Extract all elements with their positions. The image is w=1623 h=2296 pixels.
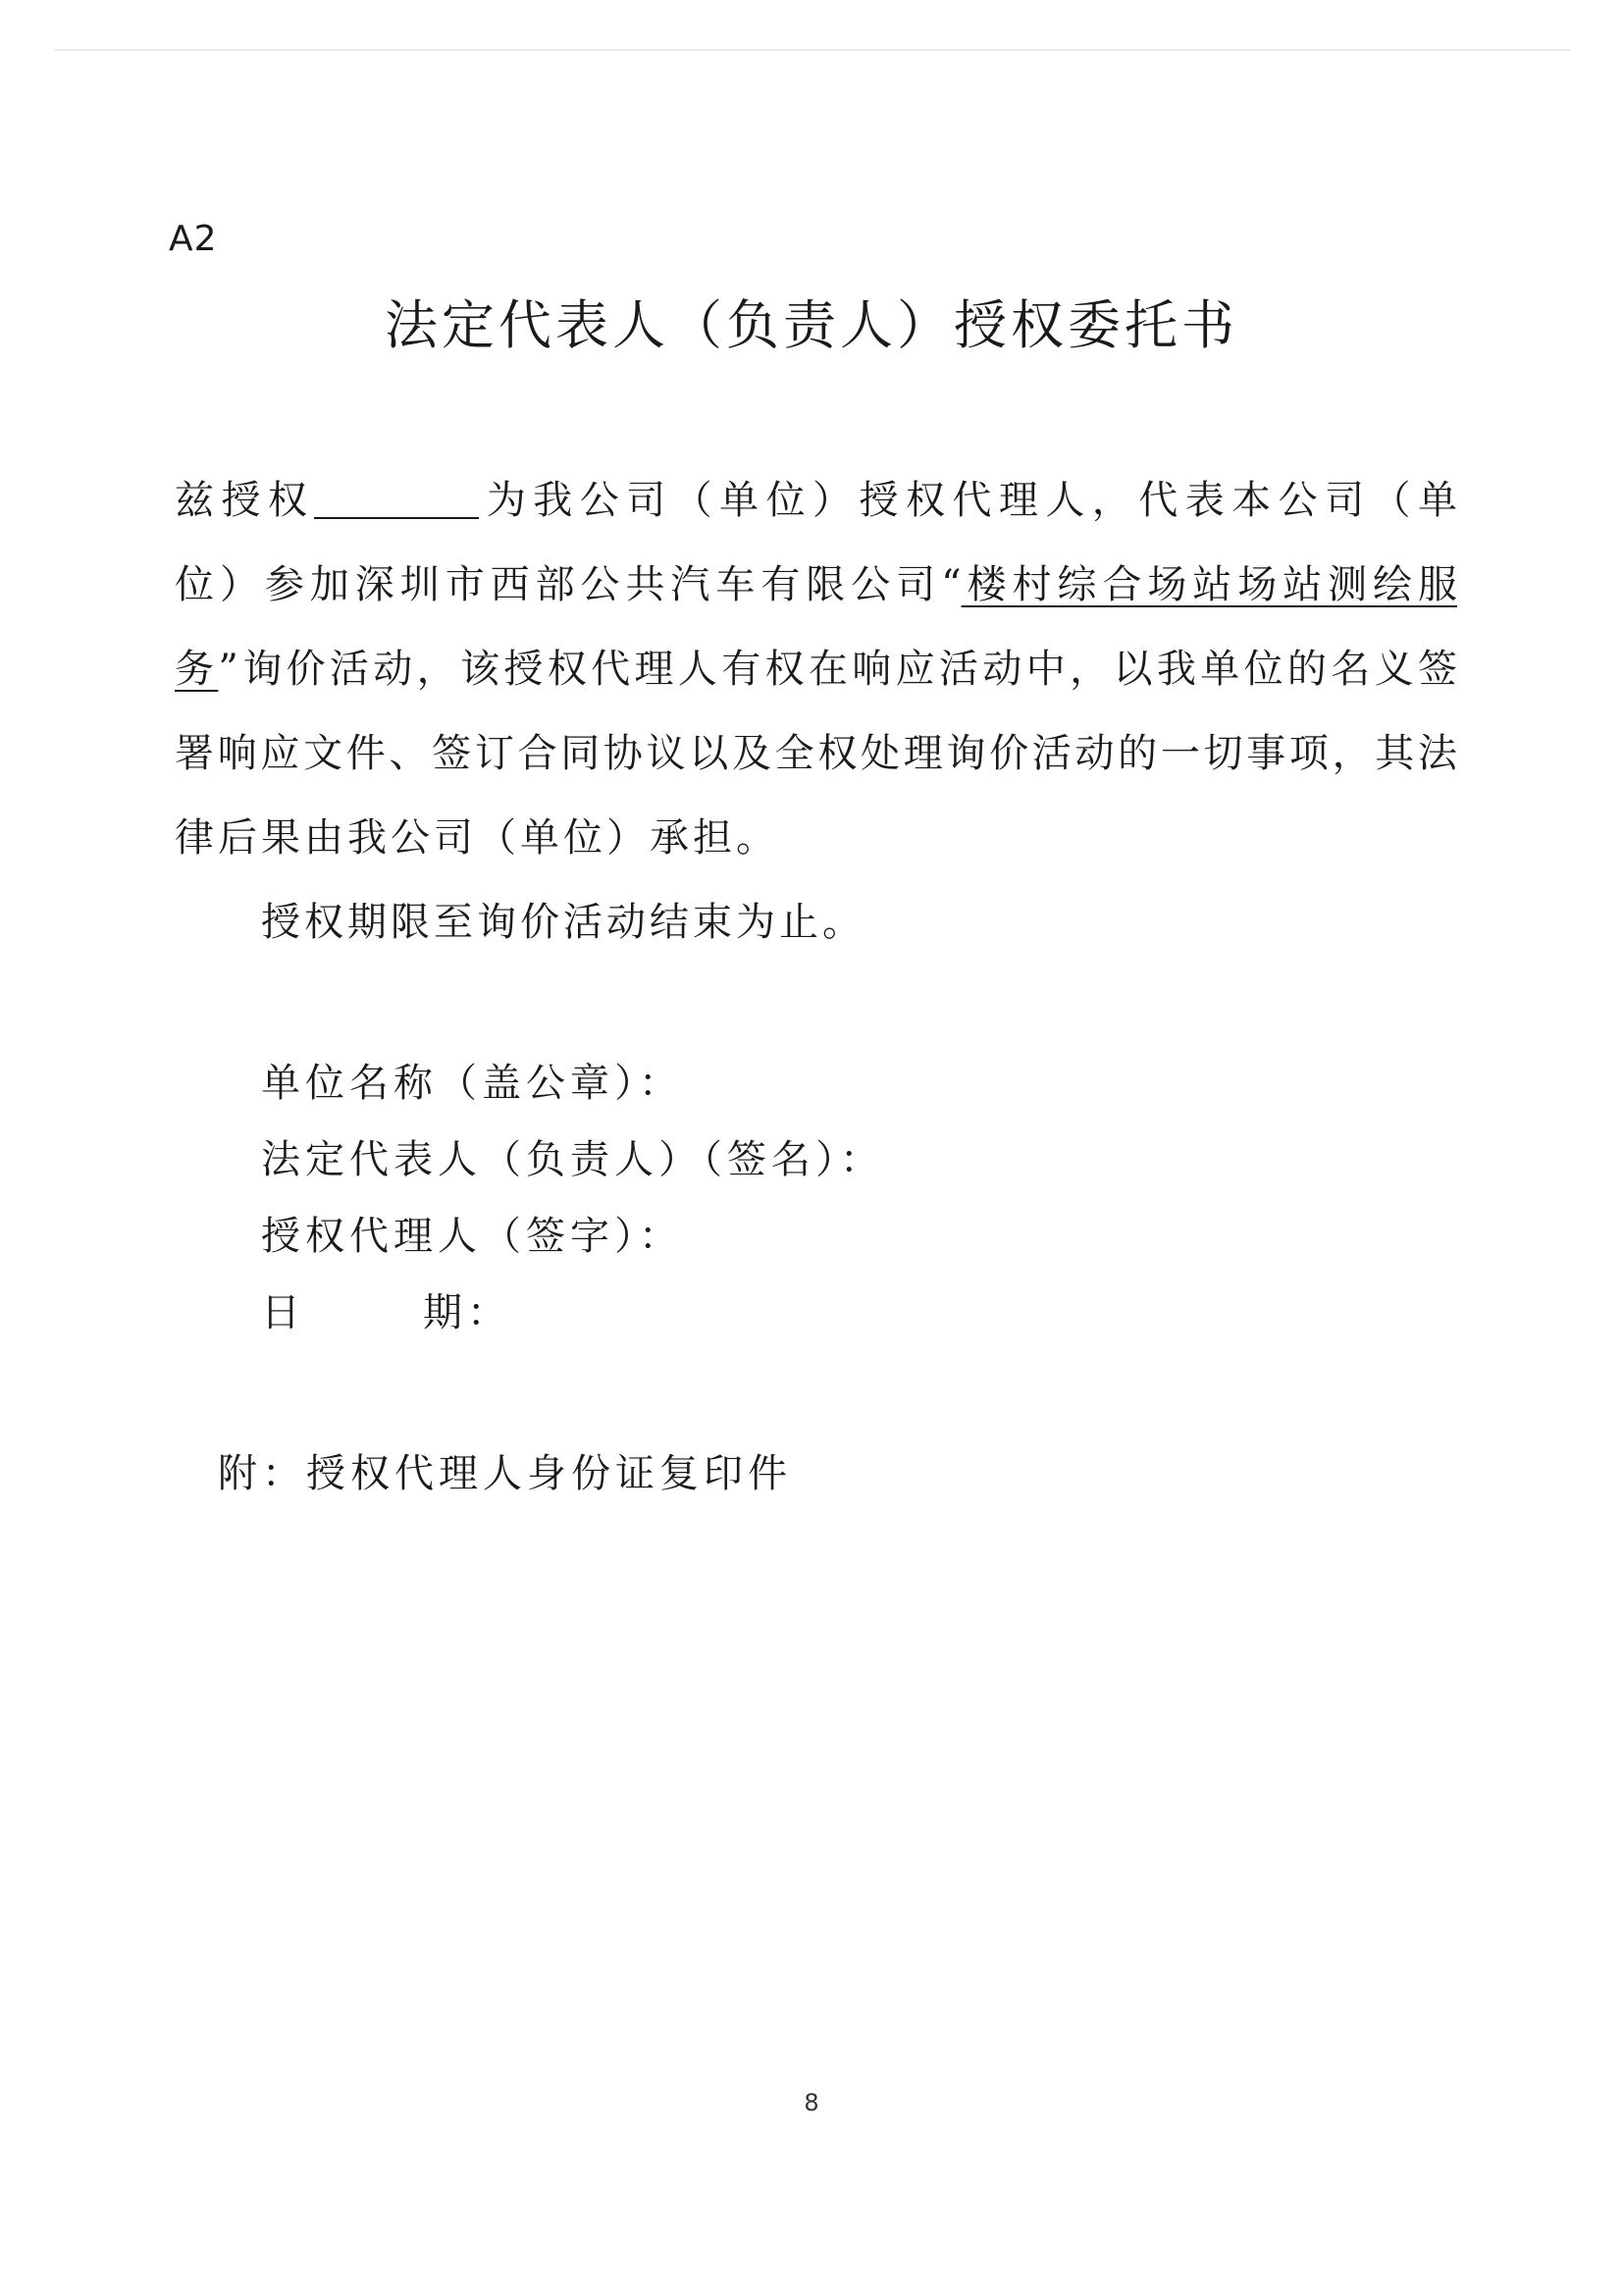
section-code: A2: [169, 219, 218, 259]
body-line-3: [175, 642, 1457, 697]
attachment-note-text: 附：授权代理人身份证复印件: [218, 1451, 792, 1496]
attachment-note: [218, 1446, 792, 1501]
authorization-period: [261, 895, 865, 950]
page-number: 8: [804, 2089, 819, 2116]
agent-name-blank: [314, 478, 479, 519]
agent-signature-label: 授权代理人（签字）：: [261, 1214, 683, 1259]
body-line-3-suffix: ”询价活动，该授权代理人有权在响应活动中，以我单位的名义签: [218, 647, 1458, 692]
project-name-part-1: 楼村综合场站场站测绘服: [961, 562, 1458, 607]
body-line-5: [175, 810, 779, 865]
project-name-part-2: 务: [175, 647, 219, 692]
legal-rep-label: 法定代表人（负责人）（签名）：: [261, 1137, 884, 1182]
date-label-part-2: 期：: [423, 1290, 511, 1335]
page-top-rule: [54, 49, 1570, 51]
legal-rep-field: [261, 1132, 884, 1187]
body-line-1-suffix: 为我公司（单位）授权代理人，代表本公司（单: [479, 478, 1457, 523]
date-field: [261, 1285, 511, 1340]
agent-signature-field: [261, 1209, 683, 1264]
body-line-5-text: 律后果由我公司（单位）承担。: [175, 815, 779, 861]
body-line-4: [175, 726, 1457, 781]
unit-name-label: 单位名称（盖公章）：: [261, 1061, 683, 1106]
body-line-2-prefix: 位）参加深圳市西部公共汽车有限公司“: [175, 562, 962, 607]
authorization-period-text: 授权期限至询价活动结束为止。: [261, 900, 865, 945]
date-label-part-1: 日: [261, 1290, 305, 1335]
body-line-4-text: 署响应文件、签订合同协议以及全权处理询价活动的一切事项，其法: [175, 731, 1457, 776]
body-line-1: [175, 473, 1457, 528]
unit-name-field: [261, 1056, 683, 1111]
body-line-1-prefix: 兹授权: [175, 478, 315, 523]
body-line-2: [175, 557, 1457, 612]
document-title: 法定代表人（负责人）授权委托书: [385, 294, 1238, 356]
